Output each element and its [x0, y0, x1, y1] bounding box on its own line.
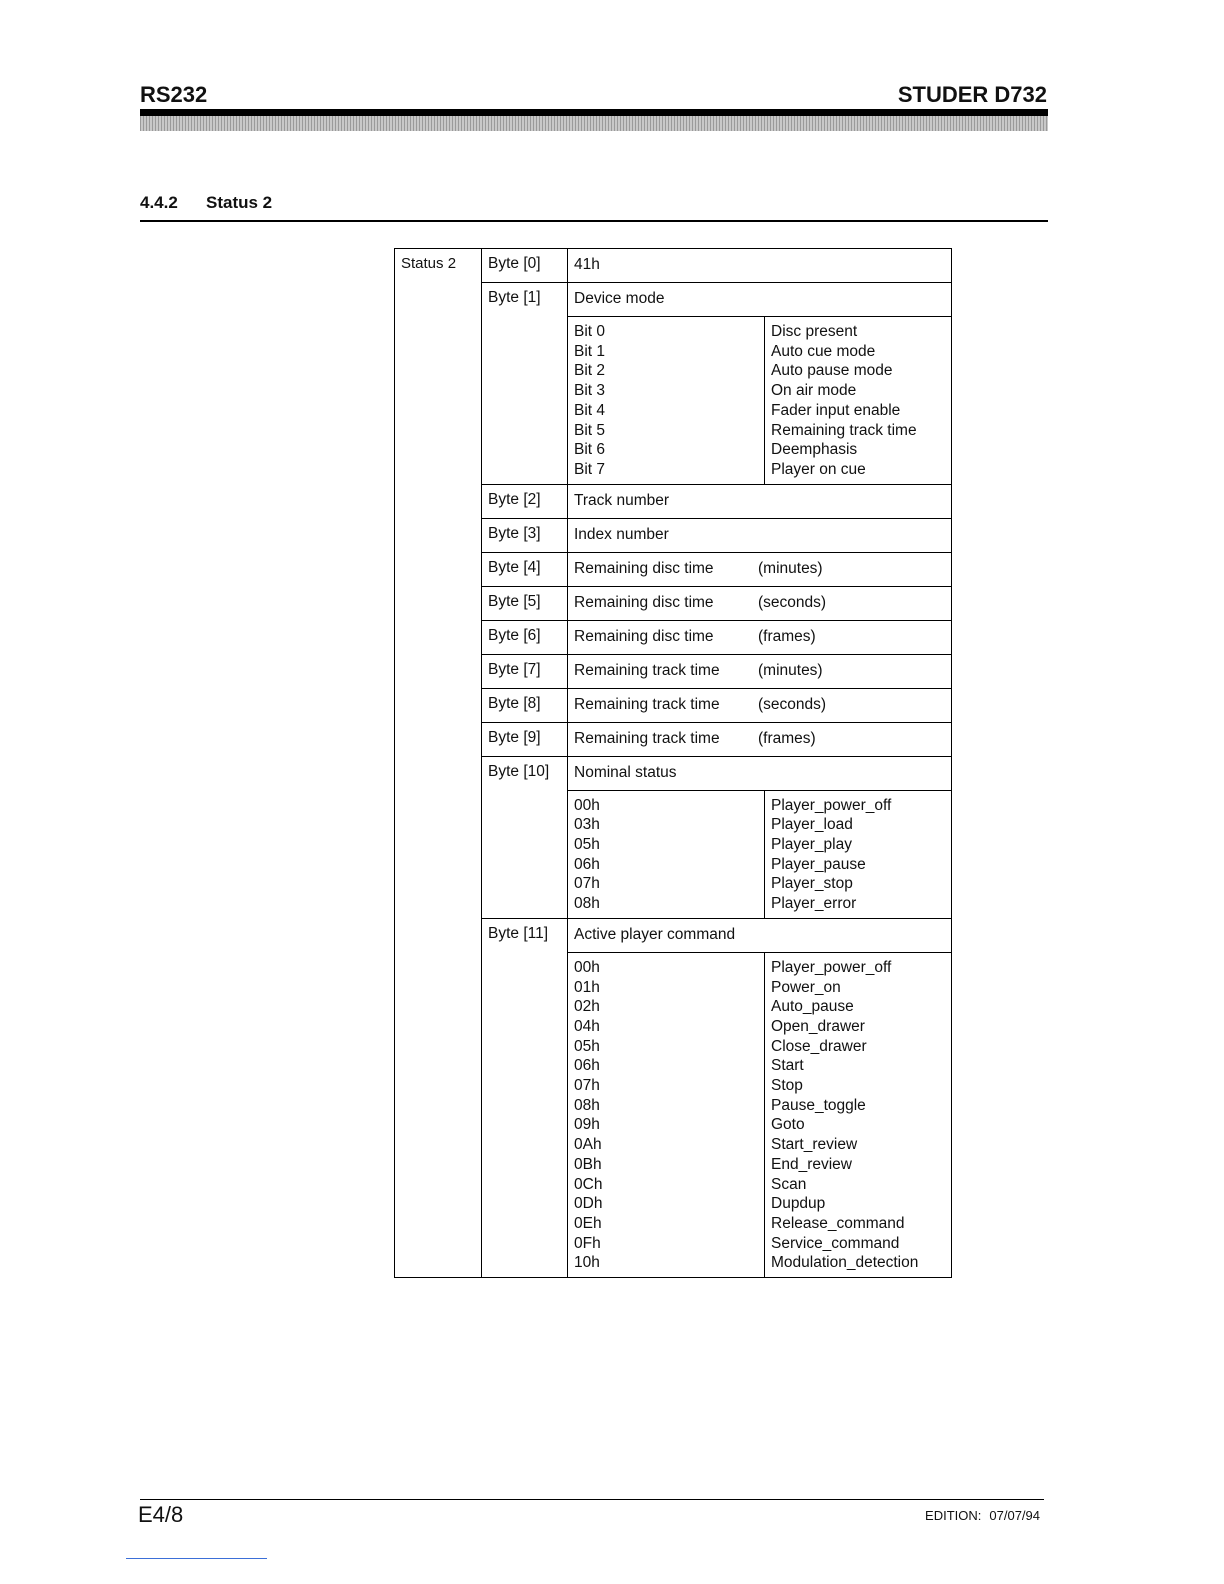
- value-meaning: Fader input enable: [771, 401, 901, 419]
- value-code: 0Eh: [574, 1214, 602, 1232]
- value-meaning: Disc present: [771, 323, 858, 340]
- value-meaning: Start: [771, 1057, 804, 1075]
- value-meaning: Close_drawer: [771, 1037, 867, 1055]
- value-meaning: Pause_toggle: [771, 1096, 866, 1114]
- value-code: 08h: [574, 1096, 600, 1114]
- byte-label: Byte [4]: [482, 552, 568, 586]
- value-code: 07h: [574, 875, 600, 893]
- value-meaning: Deemphasis: [771, 441, 858, 459]
- edition-info: [925, 1508, 1040, 1523]
- value-code: 0Dh: [574, 1195, 603, 1213]
- byte-label: Byte [2]: [482, 484, 568, 518]
- unit-note: (seconds): [758, 695, 827, 713]
- section-number: 4.4.2: [140, 193, 178, 212]
- description-text: Remaining disc time: [574, 627, 714, 645]
- status-table: [394, 248, 952, 1278]
- edition-date: 07/07/94: [989, 1508, 1040, 1523]
- value-meaning: Player on cue: [771, 460, 866, 478]
- decorative-blue-rule: [126, 1558, 267, 1559]
- value-meaning: Player_stop: [771, 875, 853, 893]
- value-code: 05h: [574, 1037, 600, 1055]
- byte-description: [568, 918, 952, 952]
- description-text: Remaining track time: [574, 661, 720, 679]
- value-meaning: Release_command: [771, 1214, 905, 1232]
- footer-rule: [140, 1499, 1044, 1500]
- value-meaning: Player_pause: [771, 855, 866, 873]
- value-code: 0Bh: [574, 1155, 602, 1173]
- unit-note: (seconds): [758, 593, 827, 611]
- byte-label: Byte [5]: [482, 586, 568, 620]
- value-meaning: Auto_pause: [771, 998, 854, 1016]
- byte-label: Byte [1]: [482, 283, 568, 485]
- byte-label: Byte [10]: [482, 756, 568, 918]
- description-text: Remaining track time: [574, 729, 720, 747]
- value-meaning: Player_error: [771, 895, 857, 913]
- value-code: 10h: [574, 1254, 600, 1272]
- value-codes: [568, 791, 765, 918]
- description-text: Nominal status: [574, 763, 677, 781]
- value-meaning: Goto: [771, 1116, 805, 1134]
- value-code: Bit 0: [574, 323, 606, 340]
- value-meaning: Modulation_detection: [771, 1254, 919, 1272]
- value-meaning: Player_load: [771, 816, 853, 834]
- section-title: Status 2: [206, 193, 273, 212]
- unit-note: (frames): [758, 729, 816, 747]
- byte-description: [568, 552, 952, 586]
- byte-description: [568, 654, 952, 688]
- value-meaning: Start_review: [771, 1136, 858, 1154]
- value-list: [568, 952, 952, 1277]
- section-heading: [140, 193, 272, 213]
- value-codes: [568, 953, 765, 1277]
- description-text: 41h: [574, 256, 600, 273]
- description-text: Remaining disc time: [574, 593, 714, 611]
- description-text: Track number: [574, 491, 670, 509]
- byte-label: Byte [11]: [482, 918, 568, 1277]
- value-code: Bit 5: [574, 421, 606, 439]
- byte-description: [568, 283, 952, 317]
- value-meanings: [765, 317, 951, 484]
- value-meaning: Open_drawer: [771, 1017, 865, 1035]
- value-meaning: Stop: [771, 1077, 803, 1095]
- byte-description: [568, 620, 952, 654]
- byte-description: [568, 756, 952, 790]
- byte-label: Byte [7]: [482, 654, 568, 688]
- unit-note: (minutes): [758, 661, 823, 679]
- description-text: Index number: [574, 525, 669, 543]
- value-code: Bit 4: [574, 401, 606, 419]
- value-meaning: Player_power_off: [771, 958, 892, 976]
- value-meaning: Auto pause mode: [771, 362, 893, 380]
- byte-label: Byte [6]: [482, 620, 568, 654]
- byte-description: [568, 586, 952, 620]
- value-meaning: Power_on: [771, 978, 841, 996]
- value-meaning: Service_command: [771, 1234, 900, 1252]
- value-meaning: On air mode: [771, 382, 857, 400]
- byte-label: Byte [9]: [482, 722, 568, 756]
- header-rule: [140, 109, 1048, 116]
- value-meanings: [765, 953, 951, 1277]
- value-code: 02h: [574, 998, 600, 1016]
- byte-description: [568, 722, 952, 756]
- value-meaning: Player_power_off: [771, 796, 892, 814]
- value-code: 06h: [574, 1057, 600, 1075]
- byte-description: [568, 249, 952, 283]
- unit-note: (frames): [758, 627, 816, 645]
- value-code: 09h: [574, 1116, 600, 1134]
- value-code: 00h: [574, 958, 600, 976]
- description-text: Device mode: [574, 290, 665, 307]
- value-code: 01h: [574, 978, 600, 996]
- header-right: STUDER D732: [897, 82, 1047, 107]
- value-code: 0Ah: [574, 1136, 602, 1154]
- byte-label: Byte [8]: [482, 688, 568, 722]
- page-number: E4/8: [138, 1502, 184, 1527]
- byte-description: [568, 688, 952, 722]
- value-meaning: End_review: [771, 1155, 852, 1173]
- value-meaning: Player_play: [771, 836, 852, 854]
- value-codes: [568, 317, 765, 484]
- value-meaning: Scan: [771, 1175, 807, 1193]
- value-meaning: Dupdup: [771, 1195, 826, 1213]
- byte-description: [568, 484, 952, 518]
- value-code: Bit 7: [574, 460, 606, 478]
- value-code: 03h: [574, 816, 600, 834]
- value-code: 0Fh: [574, 1234, 601, 1252]
- value-code: 06h: [574, 855, 600, 873]
- description-text: Active player command: [574, 925, 736, 943]
- unit-note: (minutes): [758, 559, 823, 577]
- value-meaning: Remaining track time: [771, 421, 917, 439]
- value-code: 08h: [574, 895, 600, 913]
- edition-label: EDITION:: [925, 1508, 982, 1523]
- value-code: 07h: [574, 1077, 600, 1095]
- byte-label: Byte [0]: [482, 249, 568, 283]
- value-code: Bit 1: [574, 342, 606, 360]
- value-code: 04h: [574, 1017, 600, 1035]
- byte-label: Byte [3]: [482, 518, 568, 552]
- value-meaning: Auto cue mode: [771, 342, 876, 360]
- table-row: [395, 249, 952, 283]
- description-text: Remaining track time: [574, 695, 720, 713]
- description-text: Remaining disc time: [574, 559, 714, 577]
- header-hatch-band: [140, 116, 1048, 131]
- value-code: Bit 3: [574, 382, 606, 400]
- byte-description: [568, 518, 952, 552]
- value-code: Bit 6: [574, 441, 606, 459]
- value-code: Bit 2: [574, 362, 606, 380]
- value-code: 0Ch: [574, 1175, 603, 1193]
- value-list: [568, 790, 952, 918]
- value-list: [568, 317, 952, 485]
- value-meanings: [765, 791, 951, 918]
- value-code: 05h: [574, 836, 600, 854]
- header-left: RS232: [140, 82, 208, 107]
- register-label: Status 2: [395, 249, 482, 1278]
- value-code: 00h: [574, 796, 600, 814]
- section-rule: [140, 220, 1048, 222]
